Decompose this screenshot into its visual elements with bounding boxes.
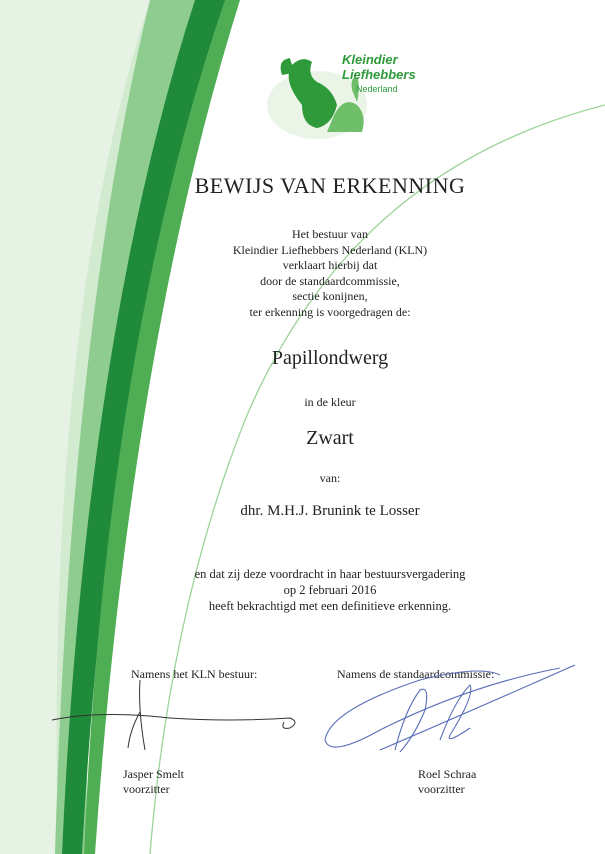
left-signature <box>52 680 295 750</box>
declaration-line: op 2 februari 2016 <box>283 583 377 597</box>
logo-line-3: Nederland <box>356 84 398 94</box>
color-label: in de kleur <box>304 395 356 409</box>
left-signer-function: voorzitter <box>123 782 170 796</box>
breed-name: Papillondwerg <box>271 347 389 369</box>
left-signer-name: Jasper Smelt <box>123 767 184 781</box>
certificate-title: BEWIJS VAN ERKENNING <box>194 173 466 198</box>
logo-line-2: Liefhebbers <box>342 67 416 82</box>
van-label: van: <box>319 471 341 485</box>
right-signer-name: Roel Schraa <box>418 767 477 781</box>
signatures-art <box>0 640 605 780</box>
right-signature-label: Namens de standaardcommissie: <box>337 667 495 681</box>
intro-line: verklaart hierbij dat <box>282 258 378 272</box>
intro-line: Kleindier Liefhebbers Nederland (KLN) <box>232 242 428 257</box>
declaration-line: heeft bekrachtigd met een definitieve erkenning. <box>208 599 452 613</box>
owner-name: dhr. M.H.J. Brunink te Losser <box>240 503 420 519</box>
color-name: Zwart <box>306 427 354 449</box>
logo-line-1: Kleindier <box>342 52 398 67</box>
intro-line: door de standaardcommissie, <box>260 273 400 288</box>
intro-text <box>80 227 580 320</box>
intro-line: Het bestuur van <box>292 227 368 241</box>
declaration-line: en dat zij deze voordracht in haar bestuursvergadering <box>194 567 466 581</box>
left-signature-label: Namens het KLN bestuur: <box>131 667 258 681</box>
declaration-text <box>80 566 580 614</box>
intro-line: sectie konijnen, <box>292 289 368 303</box>
intro-line: ter erkenning is voorgedragen de: <box>249 304 411 319</box>
right-signer-function: voorzitter <box>418 782 465 796</box>
right-signature <box>325 665 575 752</box>
